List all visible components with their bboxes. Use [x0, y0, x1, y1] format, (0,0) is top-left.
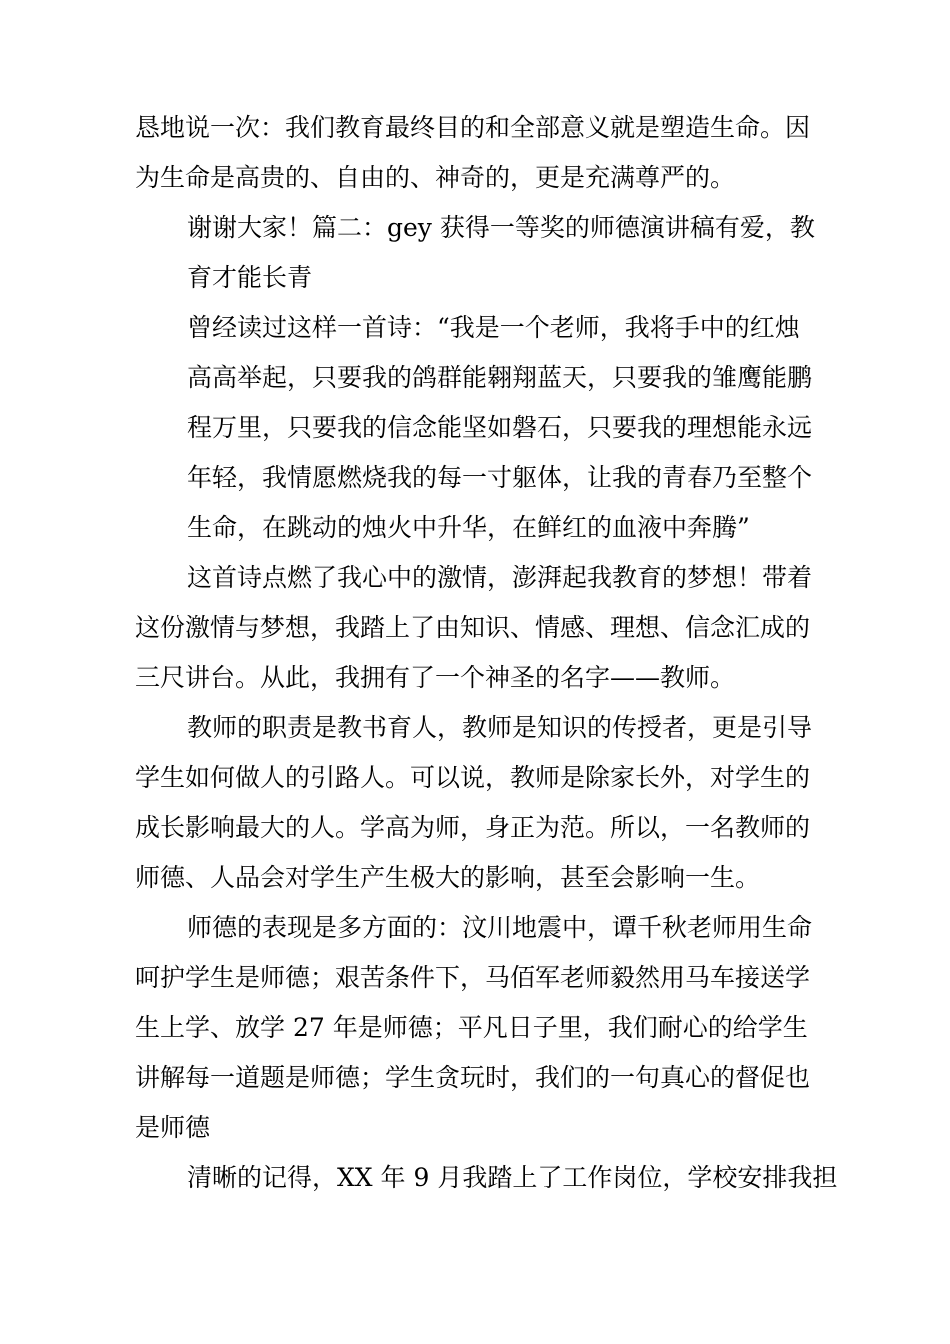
- text-line: 清晰的记得，XX 年 9 月我踏上了工作岗位，学校安排我担: [187, 1163, 838, 1192]
- text-line: 这份激情与梦想，我踏上了由知识、情感、理想、信念汇成的: [135, 613, 811, 642]
- text-line: 曾经读过这样一首诗：“我是一个老师，我将手中的红烛: [187, 313, 800, 342]
- text-line: 高高举起，只要我的鸽群能翱翔蓝天，只要我的雏鹰能鹏: [187, 363, 813, 392]
- text-line: 恳地说一次：我们教育最终目的和全部意义就是塑造生命。因: [135, 113, 811, 142]
- text-line: 生命，在跳动的烛火中升华，在鲜红的血液中奔腾”: [187, 513, 750, 542]
- text-line: 程万里，只要我的信念能坚如磐石，只要我的理想能永远: [187, 413, 813, 442]
- text-line: 年轻，我情愿燃烧我的每一寸躯体，让我的青春乃至整个: [187, 463, 813, 492]
- text-line: 育才能长青: [187, 263, 313, 292]
- document-body: [135, 103, 838, 1203]
- text-line: 是师德: [135, 1113, 211, 1142]
- text-line: 讲解每一道题是师德；学生贪玩时，我们的一句真心的督促也: [135, 1063, 811, 1092]
- text-line: 生上学、放学 27 年是师德；平凡日子里，我们耐心的给学生: [135, 1013, 808, 1042]
- text-line: 师德、人品会对学生产生极大的影响，甚至会影响一生。: [135, 863, 761, 892]
- text-line: 呵护学生是师德；艰苦条件下，马佰军老师毅然用马车接送学: [135, 963, 811, 992]
- text-line: 谢谢大家！篇二：gey 获得一等奖的师德演讲稿有爱，教: [187, 213, 815, 242]
- text-line: 教师的职责是教书育人，教师是知识的传授者，更是引导: [187, 713, 813, 742]
- text-line: 三尺讲台。从此，我拥有了一个神圣的名字——教师。: [135, 663, 736, 692]
- text-line: 为生命是高贵的、自由的、神奇的，更是充满尊严的。: [135, 163, 736, 192]
- text-line: 学生如何做人的引路人。可以说，教师是除家长外，对学生的: [135, 763, 811, 792]
- text-line: 成长影响最大的人。学高为师，身正为范。所以，一名教师的: [135, 813, 811, 842]
- text-line: 这首诗点燃了我心中的激情，澎湃起我教育的梦想！带着: [187, 563, 813, 592]
- text-line: 师德的表现是多方面的：汶川地震中，谭千秋老师用生命: [187, 913, 813, 942]
